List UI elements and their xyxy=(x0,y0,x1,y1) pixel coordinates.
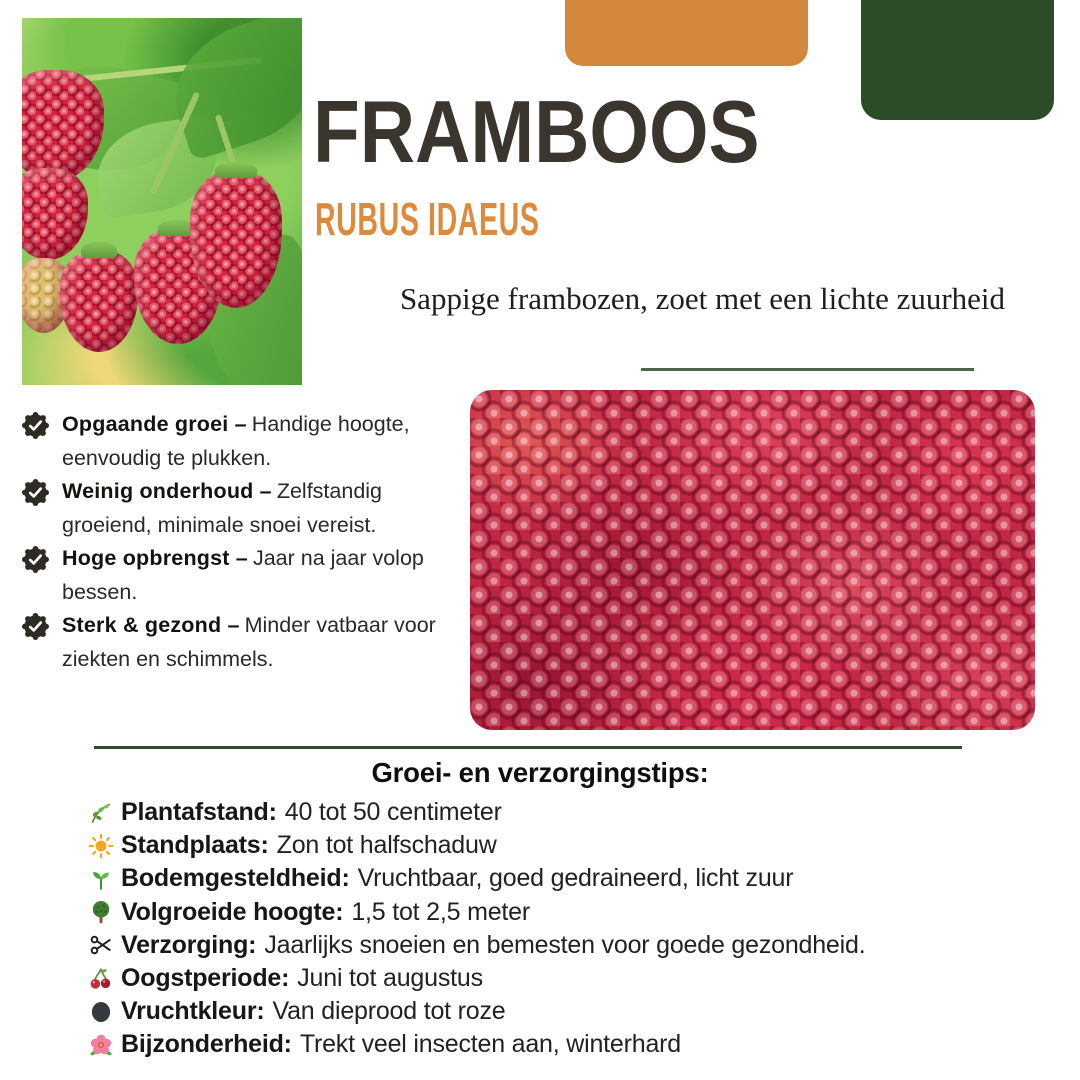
latin-name-subtitle: RUBUS IDAEUS xyxy=(315,193,540,245)
tip-row xyxy=(88,796,1068,829)
feature-item xyxy=(20,609,472,676)
tip-label: Bodemgesteldheid: xyxy=(121,864,350,893)
sun-icon xyxy=(88,833,114,859)
tip-row xyxy=(88,962,1068,995)
berry-shape xyxy=(22,168,88,260)
tip-value: Zon tot halfschaduw xyxy=(276,831,497,860)
tip-label: Oogstperiode: xyxy=(121,964,290,993)
tip-row xyxy=(88,896,1068,929)
pile-of-raspberries-photo xyxy=(470,390,1035,730)
badge-check-icon xyxy=(22,546,49,573)
badge-check-icon xyxy=(22,479,49,506)
tip-label: Verzorging: xyxy=(121,930,257,959)
tips-list xyxy=(88,796,1068,1062)
page-title: FRAMBOOS xyxy=(313,82,760,181)
tip-value: Juni tot augustus xyxy=(297,964,483,993)
feature-text: Jaar na jaar volop bessen. xyxy=(62,546,424,604)
berry-shape xyxy=(60,250,138,352)
tagline-divider xyxy=(641,368,974,371)
tip-value: Vruchtbaar, goed gedraineerd, licht zuur xyxy=(357,864,794,893)
tip-value: Jaarlijks snoeien en bemesten voor goede gezondheid. xyxy=(264,930,866,959)
tips-heading: Groei- en verzorgingstips: xyxy=(371,757,709,788)
feature-title: Opgaande groei – xyxy=(62,412,247,436)
feature-item xyxy=(20,408,472,475)
tip-row xyxy=(88,1028,1068,1061)
tip-row xyxy=(88,862,1068,895)
raspberry-branch-photo xyxy=(22,18,302,385)
tree-icon xyxy=(88,899,114,925)
feature-title: Hoge opbrengst – xyxy=(62,546,248,570)
tip-value: Van dieprood tot roze xyxy=(272,997,506,1026)
feature-text: Zelfstandig groeiend, minimale snoei vereist. xyxy=(62,479,383,537)
scissors-icon xyxy=(88,932,114,958)
feature-item xyxy=(20,542,472,609)
tips-divider xyxy=(94,746,962,749)
green-accent-shape xyxy=(861,0,1054,120)
tip-label: Standplaats: xyxy=(121,831,269,860)
feature-list xyxy=(20,408,472,676)
badge-check-icon xyxy=(22,613,49,640)
feature-item xyxy=(20,475,472,542)
tip-row xyxy=(88,829,1068,862)
tip-label: Vruchtkleur: xyxy=(121,997,265,1026)
tip-label: Volgroeide hoogte: xyxy=(121,897,344,926)
tip-value: 1,5 tot 2,5 meter xyxy=(351,897,530,926)
herb-icon xyxy=(88,800,114,826)
feature-title: Sterk & gezond – xyxy=(62,613,240,637)
tip-row xyxy=(88,929,1068,962)
feature-text: Handige hoogte, eenvoudig te plukken. xyxy=(62,412,410,470)
seedling-icon xyxy=(88,866,114,892)
tip-value: Trekt veel insecten aan, winterhard xyxy=(299,1030,681,1059)
tip-label: Bijzonderheid: xyxy=(121,1030,292,1059)
orange-accent-shape xyxy=(565,0,808,66)
feature-title: Weinig onderhoud – xyxy=(62,479,272,503)
tip-label: Plantafstand: xyxy=(121,798,277,827)
sepal-shape xyxy=(215,162,257,178)
hibiscus-icon xyxy=(88,1032,114,1058)
tip-value: 40 tot 50 centimeter xyxy=(284,798,502,827)
black-circle-icon xyxy=(88,999,114,1025)
tagline: Sappige frambozen, zoet met een lichte zuurheid xyxy=(399,281,1006,316)
cherries-icon xyxy=(88,966,114,992)
feature-text: Minder vatbaar voor ziekten en schimmels. xyxy=(62,613,436,671)
sepal-shape xyxy=(81,242,117,258)
badge-check-icon xyxy=(22,412,49,439)
tip-row xyxy=(88,995,1068,1028)
